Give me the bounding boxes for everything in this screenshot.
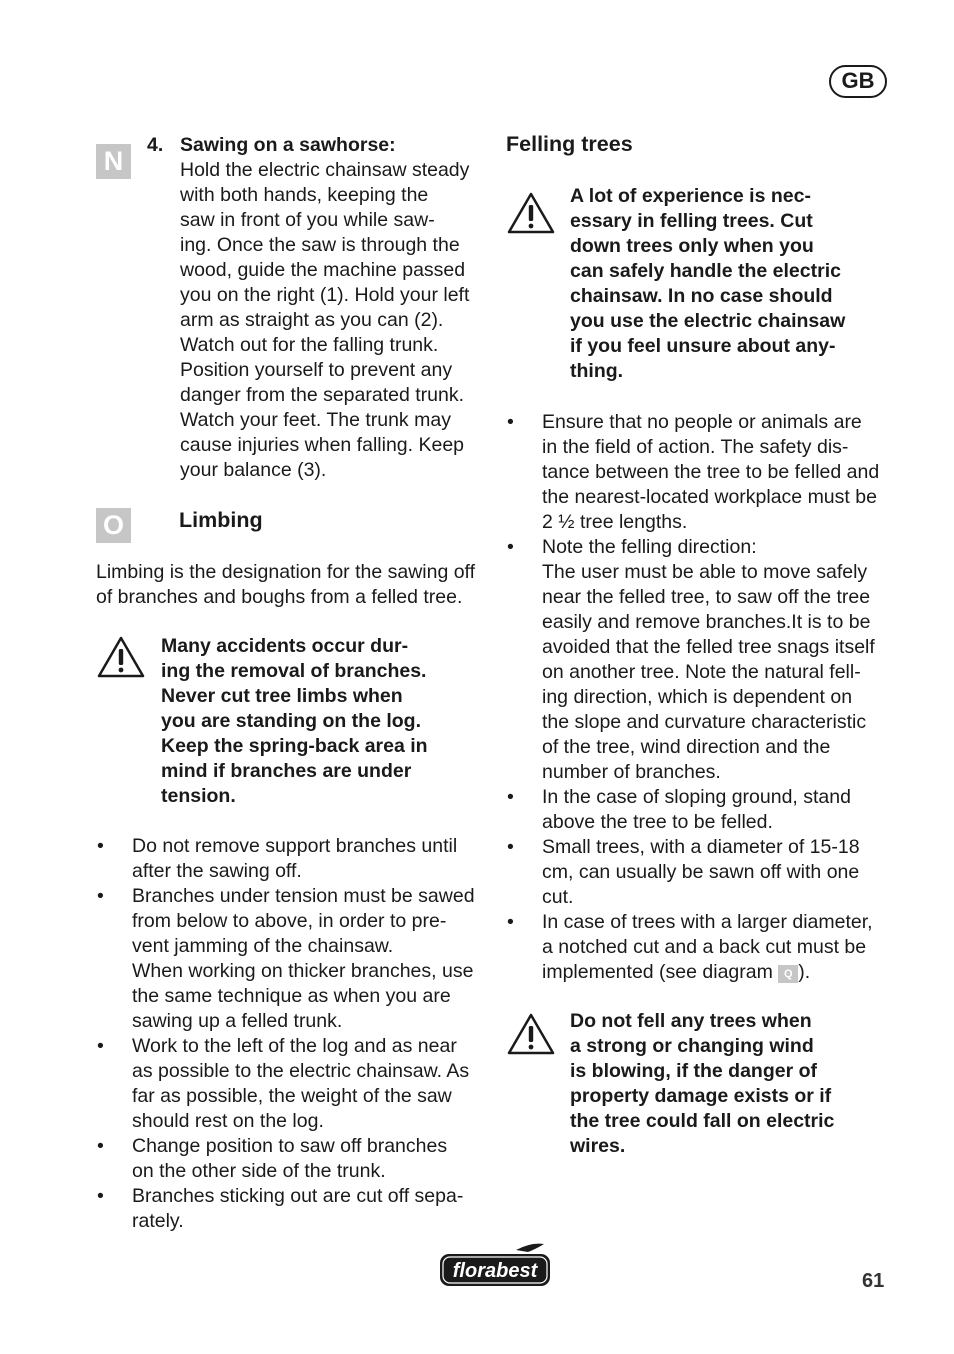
list-item-line: after the sawing off. (132, 860, 302, 882)
list-item (507, 410, 907, 535)
list-item (97, 1184, 487, 1234)
warning-line: can safely handle the electric (570, 260, 841, 282)
warning-line: property damage exists or if (570, 1085, 832, 1107)
warning-line: tension. (161, 785, 236, 807)
step-text-line: Watch your feet. The trunk may (180, 409, 451, 431)
list-item-line: 2 ½ tree lengths. (542, 511, 688, 533)
list-item-line: the slope and curvature characteristic (542, 711, 867, 733)
warning-line: Keep the spring-back area in (161, 735, 428, 757)
list-item-line: The user must be able to move safely (542, 561, 868, 583)
list-item-line: ing direction, which is dependent on (542, 686, 853, 708)
list-item-line: a notched cut and a back cut must be (542, 936, 867, 958)
step-text-line: Hold the electric chainsaw steady (180, 159, 470, 181)
step-number: 4. (147, 134, 164, 156)
felling-heading: Felling trees (506, 132, 633, 156)
list-item-line: rately. (132, 1210, 184, 1232)
step-text-line: with both hands, keeping the (180, 184, 429, 206)
list-item-line: in the field of action. The safety dis- (542, 436, 849, 458)
list-item-line: the nearest-located workplace must be (542, 486, 877, 508)
step-title: Sawing on a sawhorse: (180, 134, 396, 156)
warning-icon (507, 1012, 555, 1056)
warning-icon (507, 191, 555, 235)
warning-line: A lot of experience is nec- (570, 185, 811, 207)
reference-suffix: ). (798, 961, 811, 983)
list-item (507, 535, 907, 785)
warning-line: down trees only when you (570, 235, 814, 257)
warning-line: mind if branches are under (161, 760, 412, 782)
step-text-line: Watch out for the falling trunk. (180, 334, 439, 356)
step-text-line: ing. Once the saw is through the (180, 234, 460, 256)
list-item-line: • Small trees, with a diameter of 15-18 (542, 836, 860, 858)
wind-warning (570, 1009, 834, 1159)
step-text-line: cause injuries when falling. Keep (180, 434, 465, 456)
list-item-line: • In case of trees with a larger diameter, (542, 911, 873, 933)
list-item (507, 910, 907, 960)
warning-line: you use the electric chainsaw (570, 310, 846, 332)
warning-line: if you feel unsure about any- (570, 335, 836, 357)
list-item-line: on another tree. Note the natural fell- (542, 661, 861, 683)
list-item-line: should rest on the log. (132, 1110, 324, 1132)
warning-line: you are standing on the log. (161, 710, 422, 732)
list-item-line: far as possible, the weight of the saw (132, 1085, 452, 1107)
list-item (97, 1134, 487, 1184)
warning-line: wires. (570, 1135, 626, 1157)
intro-line: Limbing is the designation for the sawing off (96, 561, 476, 583)
list-item-line: cm, can usually be sawn off with one (542, 861, 860, 883)
limbing-bullet-list (97, 834, 487, 1234)
diagram-q-marker: Q (778, 965, 798, 983)
warning-line: a strong or changing wind (570, 1035, 814, 1057)
list-item-line: as possible to the electric chainsaw. As (132, 1060, 470, 1082)
svg-text:florabest: florabest (452, 1260, 538, 1282)
limbing-intro (96, 560, 475, 610)
list-item-line: sawing up a felled trunk. (132, 1010, 343, 1032)
list-item-line: • Do not remove support branches until (132, 835, 458, 857)
list-item-line: • Ensure that no people or animals are (542, 411, 862, 433)
list-item-line: of the tree, wind direction and the (542, 736, 831, 758)
step-text (180, 158, 469, 483)
list-item-line: avoided that the felled tree snags itself (542, 636, 875, 658)
warning-line: is blowing, if the danger of (570, 1060, 817, 1082)
list-item-line: the same technique as when you are (132, 985, 451, 1007)
list-item-line: • Note the felling direction: (542, 536, 757, 558)
list-item-line: near the felled tree, to saw off the tree (542, 586, 871, 608)
section-letter-o: O (96, 508, 131, 543)
list-item-line: above the tree to be felled. (542, 811, 773, 833)
warning-line: chainsaw. In no case should (570, 285, 833, 307)
list-item (97, 1034, 487, 1134)
warning-line: essary in felling trees. Cut (570, 210, 813, 232)
warning-line: the tree could fall on electric (570, 1110, 835, 1132)
page-number: 61 (862, 1270, 885, 1292)
list-item (507, 785, 907, 835)
reference-text: implemented (see diagram (542, 961, 779, 983)
list-item (507, 835, 907, 910)
list-item-line: When working on thicker branches, use (132, 960, 474, 982)
list-item-line: on the other side of the trunk. (132, 1160, 386, 1182)
warning-line: thing. (570, 360, 624, 382)
list-item-line: • In the case of sloping ground, stand (542, 786, 851, 808)
step-text-line: arm as straight as you can (2). (180, 309, 444, 331)
section-letter-n: N (96, 144, 131, 179)
language-badge: GB (829, 65, 887, 98)
list-item-line: • Change position to saw off branches (132, 1135, 448, 1157)
list-item-line: • Branches sticking out are cut off sepa- (132, 1185, 464, 1207)
list-item-line: • Work to the left of the log and as near (132, 1035, 457, 1057)
limbing-heading: Limbing (179, 508, 263, 532)
warning-icon (97, 635, 145, 679)
step-text-line: saw in front of you while saw- (180, 209, 435, 231)
limbing-warning (161, 634, 428, 809)
list-item-line: vent jamming of the chainsaw. (132, 935, 394, 957)
list-item (97, 884, 487, 1034)
step-text-line: your balance (3). (180, 459, 327, 481)
florabest-logo (436, 1240, 554, 1292)
step-text-line: you on the right (1). Hold your left (180, 284, 470, 306)
list-item-line: easily and remove branches.It is to be (542, 611, 871, 633)
list-item-line: from below to above, in order to pre- (132, 910, 447, 932)
felling-bullet-list (507, 410, 907, 960)
list-item-line: tance between the tree to be felled and (542, 461, 880, 483)
warning-line: Do not fell any trees when (570, 1010, 812, 1032)
step-text-line: danger from the separated trunk. (180, 384, 464, 406)
felling-warning (570, 184, 845, 384)
diagram-reference-line (542, 960, 810, 985)
list-item-line: • Branches under tension must be sawed (132, 885, 475, 907)
list-item-line: number of branches. (542, 761, 721, 783)
warning-line: Never cut tree limbs when (161, 685, 403, 707)
list-item-line: cut. (542, 886, 574, 908)
warning-line: Many accidents occur dur- (161, 635, 409, 657)
warning-line: ing the removal of branches. (161, 660, 427, 682)
intro-line: of branches and boughs from a felled tree. (96, 586, 463, 608)
step-text-line: Position yourself to prevent any (180, 359, 453, 381)
step-text-line: wood, guide the machine passed (180, 259, 466, 281)
list-item (97, 834, 487, 884)
